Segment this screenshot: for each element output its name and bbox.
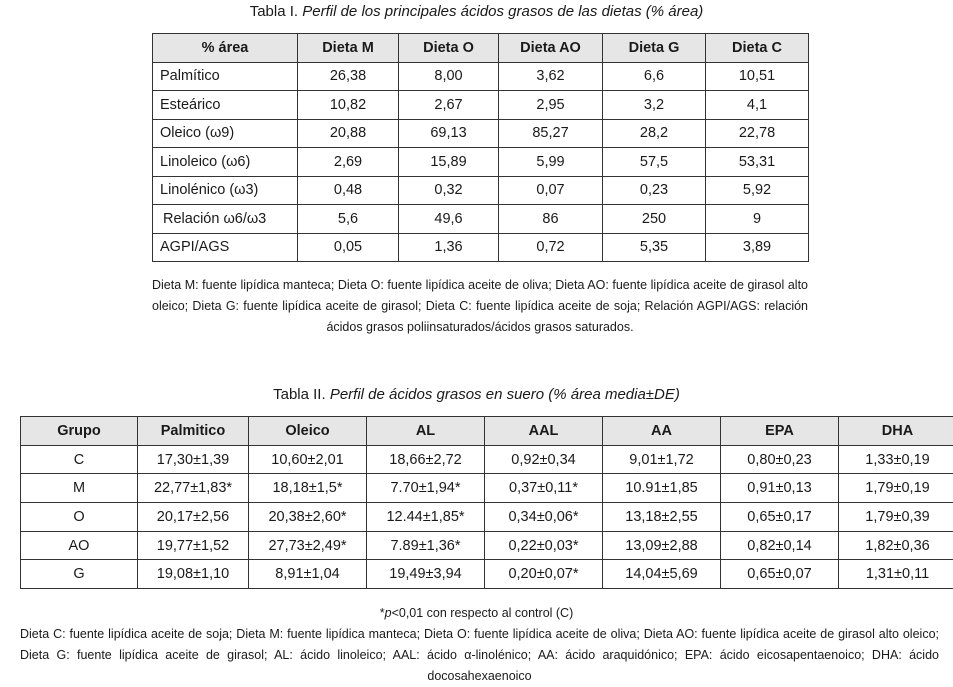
- table2-header: Oleico: [249, 417, 367, 446]
- table2-row-label: C: [21, 445, 138, 474]
- table2-cell: 19,49±3,94: [367, 560, 485, 589]
- table2-header: Grupo: [21, 417, 138, 446]
- table1-cell: 3,62: [499, 62, 603, 91]
- table1-row-label: Linolénico (ω3): [153, 176, 298, 205]
- table2-cell: 20,38±2,60*: [249, 503, 367, 532]
- table2-cell: 13,18±2,55: [603, 503, 721, 532]
- significance-marker: *: [380, 606, 385, 620]
- table2-header: AAL: [485, 417, 603, 446]
- table1-cell: 53,31: [706, 148, 809, 177]
- table1-cell: 0,32: [399, 176, 499, 205]
- table1-header: Dieta G: [603, 34, 706, 63]
- table1-cell: 5,99: [499, 148, 603, 177]
- table1-cell: 8,00: [399, 62, 499, 91]
- table1-cell: 0,05: [298, 233, 399, 262]
- table1-row: [153, 91, 809, 120]
- table1-cell: 26,38: [298, 62, 399, 91]
- table2-row: [21, 445, 953, 474]
- table2-cell: 14,04±5,69: [603, 560, 721, 589]
- table1-cell: 0,23: [603, 176, 706, 205]
- table1-caption-title: Perfil de los principales ácidos grasos de las dietas (% área): [302, 3, 703, 20]
- table1-cell: 15,89: [399, 148, 499, 177]
- table1-cell: 5,92: [706, 176, 809, 205]
- table2-cell: 0,65±0,17: [721, 503, 839, 532]
- table1-cell: 3,89: [706, 233, 809, 262]
- table1-cell: 6,6: [603, 62, 706, 91]
- table1-cell: 5,35: [603, 233, 706, 262]
- table2-caption-prefix: Tabla II.: [273, 386, 326, 403]
- table1: [152, 33, 809, 262]
- table2-caption: [0, 386, 953, 404]
- table1-cell: 0,48: [298, 176, 399, 205]
- table2-row: [21, 503, 953, 532]
- table1-header: Dieta O: [399, 34, 499, 63]
- table2-header: EPA: [721, 417, 839, 446]
- table2-cell: 0,34±0,06*: [485, 503, 603, 532]
- table1-cell: 3,2: [603, 91, 706, 120]
- table1-cell: 10,82: [298, 91, 399, 120]
- table1-row-label: Relación ω6/ω3: [153, 205, 298, 234]
- table2: [20, 416, 953, 589]
- table1-cell: 5,6: [298, 205, 399, 234]
- table2-cell: 10.91±1,85: [603, 474, 721, 503]
- table1-header: Dieta M: [298, 34, 399, 63]
- table1-row: [153, 62, 809, 91]
- significance-text: <0,01 con respecto al control (C): [392, 606, 574, 620]
- table2-row-label: AO: [21, 531, 138, 560]
- table2-cell: 8,91±1,04: [249, 560, 367, 589]
- table2-row: [21, 560, 953, 589]
- table1-cell: 2,95: [499, 91, 603, 120]
- table2-cell: 10,60±2,01: [249, 445, 367, 474]
- table2-cell: 19,77±1,52: [138, 531, 249, 560]
- table2-cell: 18,66±2,72: [367, 445, 485, 474]
- table2-cell: 22,77±1,83*: [138, 474, 249, 503]
- table1-cell: 57,5: [603, 148, 706, 177]
- table2-cell: 7.70±1,94*: [367, 474, 485, 503]
- table2-cell: 12.44±1,85*: [367, 503, 485, 532]
- table2-cell: 0,65±0,07: [721, 560, 839, 589]
- significance-p: p: [385, 606, 392, 620]
- table2-cell: 0,37±0,11*: [485, 474, 603, 503]
- table2-significance-note: [0, 603, 953, 624]
- table2-row-label: O: [21, 503, 138, 532]
- table1-row: [153, 119, 809, 148]
- table1-cell: 250: [603, 205, 706, 234]
- table2-cell: 1,82±0,36: [839, 531, 953, 560]
- table2-cell: 0,22±0,03*: [485, 531, 603, 560]
- table2-cell: 1,31±0,11: [839, 560, 953, 589]
- table2-cell: 0,92±0,34: [485, 445, 603, 474]
- table1-cell: 1,36: [399, 233, 499, 262]
- table1-cell: 9: [706, 205, 809, 234]
- table2-cell: 17,30±1,39: [138, 445, 249, 474]
- table2-cell: 0,80±0,23: [721, 445, 839, 474]
- table1-cell: 69,13: [399, 119, 499, 148]
- table2-cell: 1,79±0,39: [839, 503, 953, 532]
- table2-caption-title: Perfil de ácidos grasos en suero (% área media±DE): [330, 386, 680, 403]
- table1-cell: 86: [499, 205, 603, 234]
- table1-header: % área: [153, 34, 298, 63]
- table2-cell: 18,18±1,5*: [249, 474, 367, 503]
- table1-cell: 2,67: [399, 91, 499, 120]
- table1-cell: 85,27: [499, 119, 603, 148]
- table2-header: AA: [603, 417, 721, 446]
- table1-row: [153, 205, 809, 234]
- table1-header: Dieta C: [706, 34, 809, 63]
- table1-row: [153, 233, 809, 262]
- table1-header: Dieta AO: [499, 34, 603, 63]
- table2-cell: 7.89±1,36*: [367, 531, 485, 560]
- table1-cell: 20,88: [298, 119, 399, 148]
- table2-footnote: Dieta C: fuente lipídica aceite de soja; Dieta M: fuente lipídica manteca; Dieta O: fuente lipídica aceite de oliva; Dieta AO: fuente lipídica aceite de girasol alto oleico; Dieta G: fuente lipídica aceite de girasol; AL: ácido linoleico; AAL: ácido α-linolénico; AA: ácido araquidónico; EPA: ácido eicosapentaenoico; DHA: ácido docosahexaenoico: [20, 624, 939, 687]
- table2-header: DHA: [839, 417, 953, 446]
- table2-cell: 27,73±2,49*: [249, 531, 367, 560]
- table1-cell: 0,72: [499, 233, 603, 262]
- table1-header-row: [153, 34, 809, 63]
- table1-cell: 4,1: [706, 91, 809, 120]
- table1-cell: 28,2: [603, 119, 706, 148]
- table2-cell: 9,01±1,72: [603, 445, 721, 474]
- table1-cell: 22,78: [706, 119, 809, 148]
- table2-cell: 13,09±2,88: [603, 531, 721, 560]
- table2-header: AL: [367, 417, 485, 446]
- table1-cell: 2,69: [298, 148, 399, 177]
- table1-cell: 49,6: [399, 205, 499, 234]
- table2-cell: 19,08±1,10: [138, 560, 249, 589]
- table2-row: [21, 474, 953, 503]
- table2-row-label: M: [21, 474, 138, 503]
- table1-row-label: Oleico (ω9): [153, 119, 298, 148]
- table1-row-label: AGPI/AGS: [153, 233, 298, 262]
- table1-row: [153, 176, 809, 205]
- table1-row: [153, 148, 809, 177]
- table2-row-label: G: [21, 560, 138, 589]
- table2-cell: 0,20±0,07*: [485, 560, 603, 589]
- table2-row: [21, 531, 953, 560]
- table2-header-row: [21, 417, 953, 446]
- table2-cell: 0,91±0,13: [721, 474, 839, 503]
- table1-footnote: Dieta M: fuente lipídica manteca; Dieta O: fuente lipídica aceite de oliva; Dieta AO: fuente lipídica aceite de girasol alto oleico; Dieta G: fuente lipídica aceite de girasol; Dieta C: fuente lipídica aceite de soja; Relación AGPI/AGS: relación ácidos grasos poliinsaturados/ácidos grasos saturados.: [152, 275, 808, 338]
- table1-cell: 0,07: [499, 176, 603, 205]
- table2-header: Palmitico: [138, 417, 249, 446]
- table2-cell: 1,79±0,19: [839, 474, 953, 503]
- table2-cell: 20,17±2,56: [138, 503, 249, 532]
- table1-caption-prefix: Tabla I.: [250, 3, 298, 20]
- table1-cell: 10,51: [706, 62, 809, 91]
- table1-row-label: Linoleico (ω6): [153, 148, 298, 177]
- table1-row-label: Esteárico: [153, 91, 298, 120]
- table2-cell: 0,82±0,14: [721, 531, 839, 560]
- table2-cell: 1,33±0,19: [839, 445, 953, 474]
- table1-caption: [0, 3, 953, 21]
- table1-row-label: Palmítico: [153, 62, 298, 91]
